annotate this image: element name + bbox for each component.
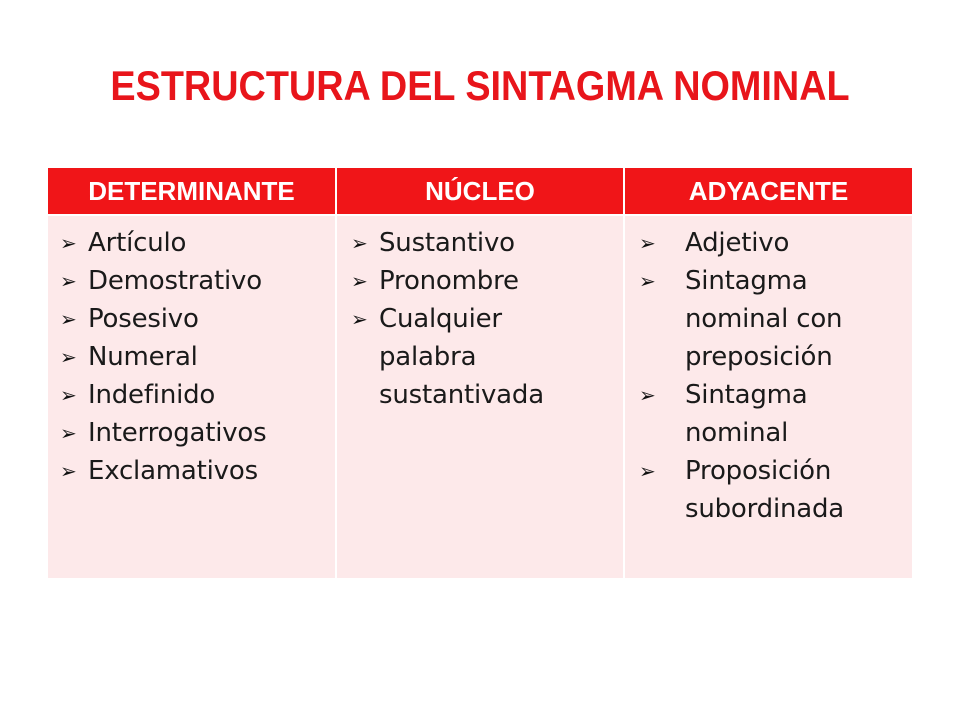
- cell-determinante: [48, 215, 336, 578]
- arrow-bullet-icon: ➢: [639, 459, 656, 483]
- cell-nucleo: [336, 215, 624, 578]
- list-item: ➢ Posesivo: [48, 300, 335, 338]
- header-nucleo: NÚCLEO: [336, 168, 624, 215]
- table-header-row: [48, 168, 912, 215]
- adyacente-list: [625, 224, 912, 528]
- slide-title: ESTRUCTURA DEL SINTAGMA NOMINAL: [110, 62, 850, 109]
- arrow-bullet-icon: ➢: [60, 231, 77, 255]
- arrow-bullet-icon: ➢: [60, 345, 77, 369]
- list-item: ➢ Interrogativos: [48, 414, 335, 452]
- arrow-bullet-icon: ➢: [639, 383, 656, 407]
- list-item: ➢ Demostrativo: [48, 262, 335, 300]
- arrow-bullet-icon: ➢: [639, 231, 656, 255]
- arrow-bullet-icon: ➢: [351, 307, 368, 331]
- arrow-bullet-icon: ➢: [351, 269, 368, 293]
- list-item: ➢ Proposición subordinada: [625, 452, 912, 528]
- header-adyacente: ADYACENTE: [624, 168, 912, 215]
- arrow-bullet-icon: ➢: [60, 459, 77, 483]
- arrow-bullet-icon: ➢: [60, 269, 77, 293]
- structure-table: [48, 168, 912, 578]
- list-item: ➢ Indefinido: [48, 376, 335, 414]
- arrow-bullet-icon: ➢: [60, 307, 77, 331]
- list-item: ➢ Numeral: [48, 338, 335, 376]
- list-item: ➢ Artículo: [48, 224, 335, 262]
- list-item: ➢ Exclamativos: [48, 452, 335, 490]
- arrow-bullet-icon: ➢: [60, 383, 77, 407]
- list-item: ➢ Pronombre: [337, 262, 623, 300]
- determinante-list: [48, 224, 335, 490]
- header-determinante: DETERMINANTE: [48, 168, 336, 215]
- list-item: ➢ Sintagma nominal con preposición: [625, 262, 912, 376]
- nucleo-list: [337, 224, 623, 414]
- table-body-row: [48, 215, 912, 578]
- list-item: ➢ Sustantivo: [337, 224, 623, 262]
- list-item: ➢ Sintagma nominal: [625, 376, 912, 452]
- list-item: ➢ Cualquier palabra sustantivada: [337, 300, 623, 414]
- cell-adyacente: [624, 215, 912, 578]
- list-item: ➢ Adjetivo: [625, 224, 912, 262]
- arrow-bullet-icon: ➢: [639, 269, 656, 293]
- arrow-bullet-icon: ➢: [60, 421, 77, 445]
- arrow-bullet-icon: ➢: [351, 231, 368, 255]
